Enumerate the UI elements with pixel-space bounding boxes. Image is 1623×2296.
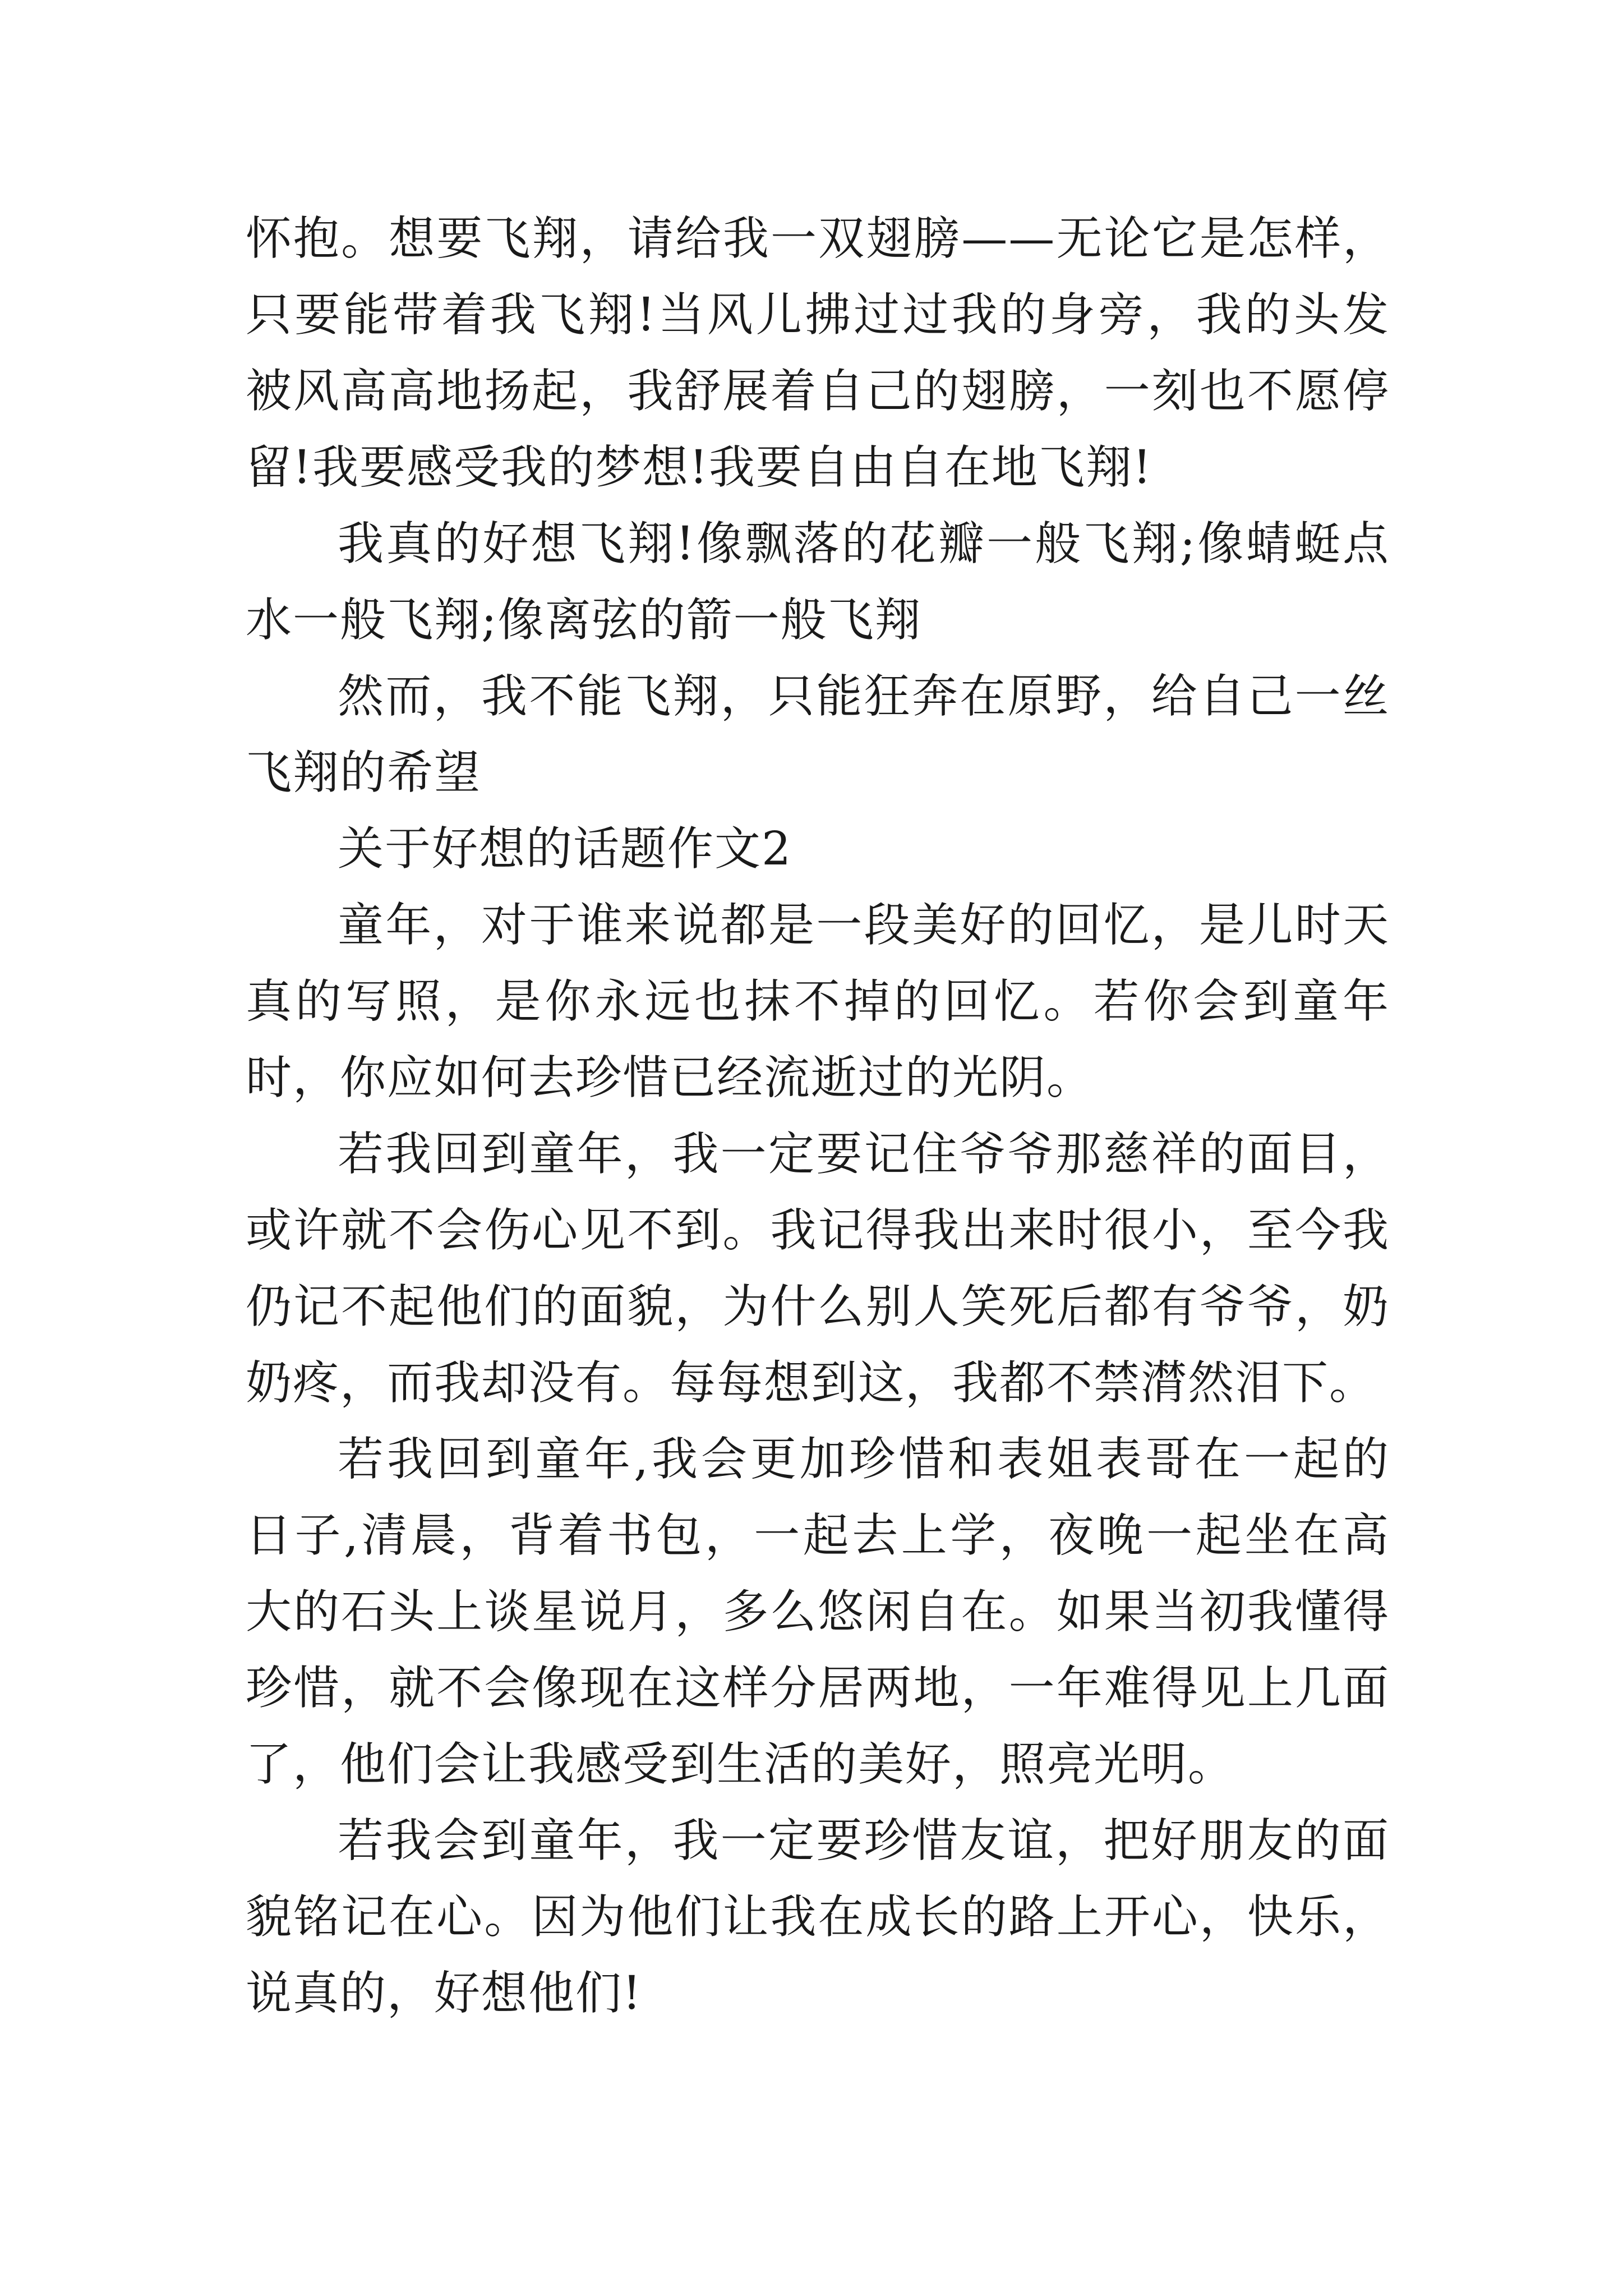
paragraph-continued: 怀抱。想要飞翔，请给我一双翅膀——无论它是怎样，只要能带着我飞翔!当风儿拂过过我的身旁，我的头发被风高高地扬起，我舒展着自己的翅膀，一刻也不愿停留!我要感受我的梦想!我要自由自在地飞翔! (246, 212, 1390, 494)
paragraph-cannot-fly: 然而，我不能飞翔，只能狂奔在原野，给自己一丝飞翔的希望 (246, 670, 1390, 799)
paragraph-friendship: 若我会到童年，我一定要珍惜友谊，把好朋友的面貌铭记在心。因为他们让我在成长的路上开心，快乐，说真的，好想他们! (246, 1814, 1390, 2020)
paragraph-grandfather: 若我回到童年，我一定要记住爷爷那慈祥的面目，或许就不会伤心见不到。我记得我出来时很小，至今我仍记不起他们的面貌，为什么别人笑死后都有爷爷，奶奶疼，而我却没有。每每想到这，我都不禁潸然泪下。 (246, 1128, 1390, 1410)
paragraph-childhood-intro: 童年，对于谁来说都是一段美好的回忆，是儿时天真的写照，是你永远也抹不掉的回忆。若你会到童年时，你应如何去珍惜已经流逝过的光阴。 (246, 899, 1390, 1105)
document-body (246, 201, 1390, 2032)
paragraph-cousins: 若我回到童年,我会更加珍惜和表姐表哥在一起的日子,清晨，背着书包，一起去上学，夜晚一起坐在高大的石头上谈星说月，多么悠闲自在。如果当初我懂得珍惜，就不会像现在这样分居两地，一年难得见上几面了，他们会让我感受到生活的美好，照亮光明。 (246, 1433, 1390, 1791)
essay-heading: 关于好想的话题作文2 (338, 822, 792, 876)
paragraph-flying-wish: 我真的好想飞翔!像飘落的花瓣一般飞翔;像蜻蜓点水一般飞翔;像离弦的箭一般飞翔 (246, 517, 1390, 647)
